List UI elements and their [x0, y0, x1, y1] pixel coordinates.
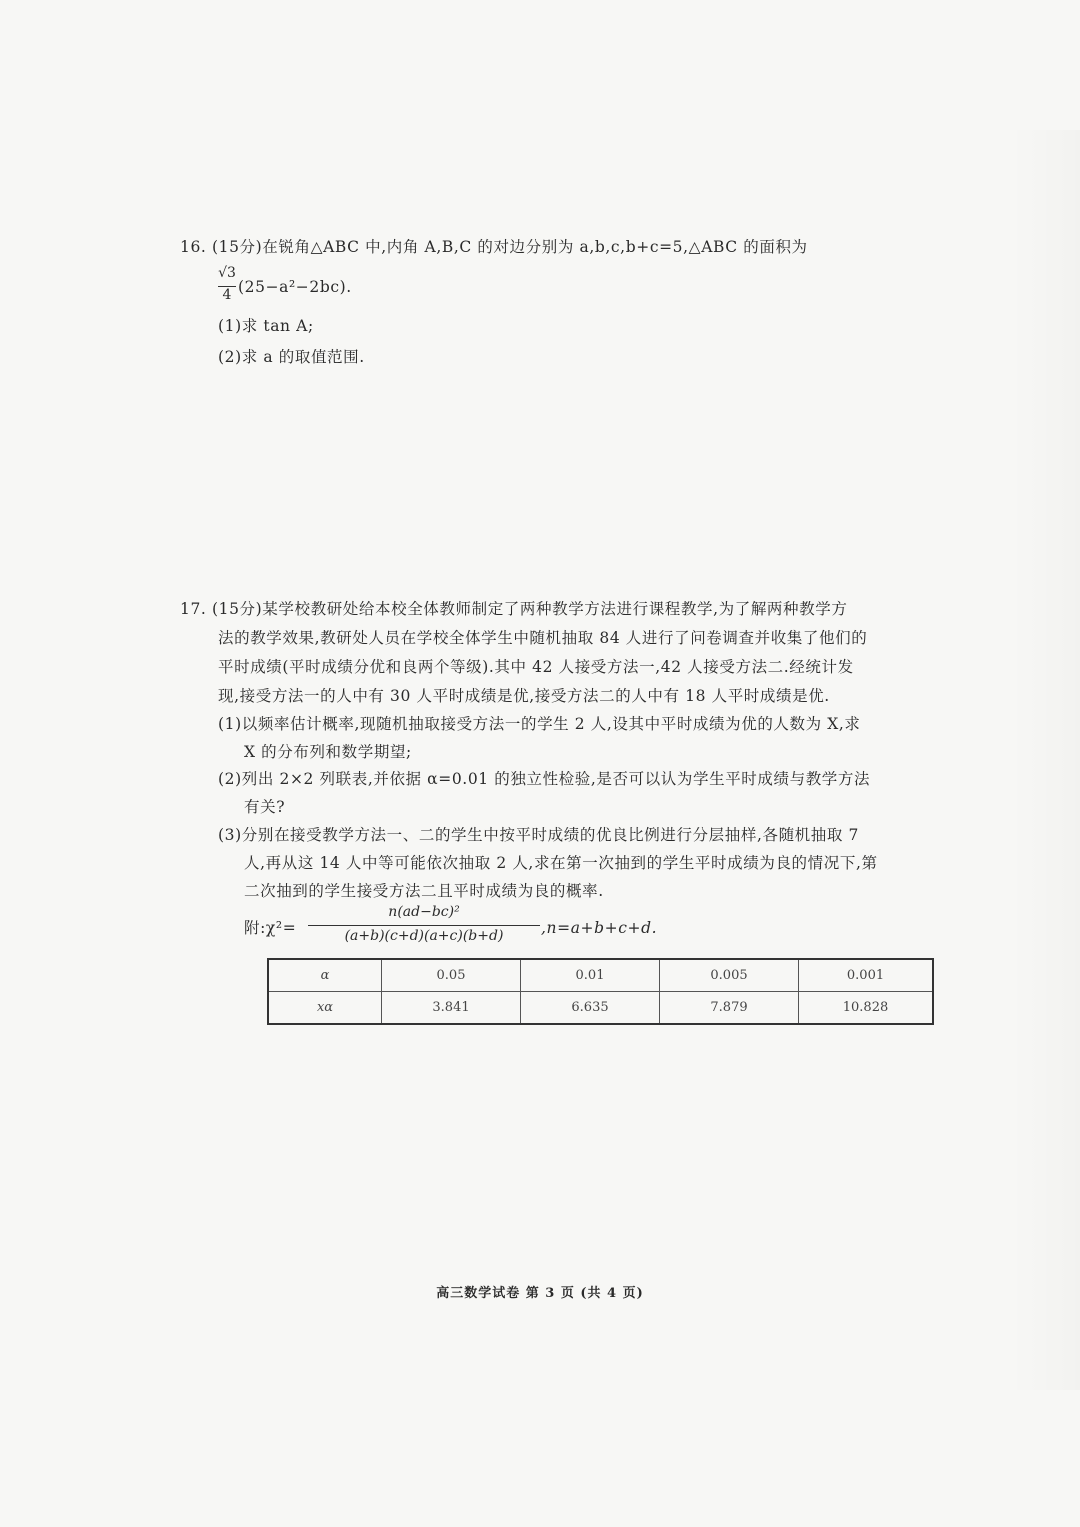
q17-stem-line3: 平时成绩(平时成绩分优和良两个等级).其中 42 人接受方法一,42 人接受方法二.经统计发 — [218, 658, 854, 676]
q17-part3-line2: 人,再从这 14 人中等可能依次抽取 2 人,求在第一次抽到的学生平时成绩为良的情况下,第 — [244, 854, 878, 872]
table-cell: 3.841 — [382, 992, 521, 1025]
page-footer: 高三数学试卷 第 3 页 (共 4 页) — [436, 1286, 644, 1301]
formula-denominator: (a+b)(c+d)(a+c)(b+d) — [344, 928, 504, 944]
table-cell: 0.05 — [382, 959, 521, 992]
table-cell: 0.01 — [521, 959, 660, 992]
table-cell: 6.635 — [521, 992, 660, 1025]
q17-stem-line1: 17. (15分)某学校教研处给本校全体教师制定了两种教学方法进行课程教学,为了解两种教学方 — [180, 600, 848, 618]
table-row — [268, 959, 933, 992]
q17-part2-line1: (2)列出 2×2 列联表,并依据 α=0.01 的独立性检验,是否可以认为学生平时成绩与教学方法 — [218, 770, 871, 788]
formula-tail: ,n=a+b+c+d. — [541, 919, 658, 937]
table-row — [268, 992, 933, 1025]
table-cell: 7.879 — [660, 992, 799, 1025]
scan-shadow — [1010, 130, 1080, 1390]
q16-part1: (1)求 tan A; — [218, 317, 314, 335]
table-cell: α — [268, 959, 382, 992]
q16-fraction-numerator: √3 — [218, 265, 236, 281]
q17-part1-line1: (1)以频率估计概率,现随机抽取接受方法一的学生 2 人,设其中平时成绩为优的人数为 X,求 — [218, 715, 861, 733]
q16-part2: (2)求 a 的取值范围. — [218, 348, 365, 366]
appendix-label: 附:χ²= — [244, 919, 297, 937]
formula-fraction-bar — [308, 925, 540, 926]
q16-fraction-denominator: 4 — [222, 287, 232, 303]
q17-part3-line3: 二次抽到的学生接受方法二且平时成绩为良的概率. — [244, 882, 604, 900]
q17-part3-line1: (3)分别在接受教学方法一、二的学生中按平时成绩的优良比例进行分层抽样,各随机抽取 7 — [218, 826, 859, 844]
q16-stem-line1: 16. (15分)在锐角△ABC 中,内角 A,B,C 的对边分别为 a,b,c,b+c=5,△ABC 的面积为 — [180, 238, 808, 256]
table-cell: 0.005 — [660, 959, 799, 992]
q17-part1-line2: X 的分布列和数学期望; — [244, 743, 412, 761]
table-cell: xα — [268, 992, 382, 1025]
table-cell: 10.828 — [799, 992, 934, 1025]
formula-numerator: n(ad−bc)² — [388, 904, 460, 920]
q17-stem-line2: 法的教学效果,教研处人员在学校全体学生中随机抽取 84 人进行了问卷调查并收集了他们的 — [218, 629, 868, 647]
critical-value-table — [267, 958, 934, 1025]
q17-part2-line2: 有关? — [244, 798, 286, 816]
q17-stem-line4: 现,接受方法一的人中有 30 人平时成绩是优,接受方法二的人中有 18 人平时成绩是优. — [218, 687, 830, 705]
table-cell: 0.001 — [799, 959, 934, 992]
q16-stem-line2: (25−a²−2bc). — [238, 278, 352, 296]
